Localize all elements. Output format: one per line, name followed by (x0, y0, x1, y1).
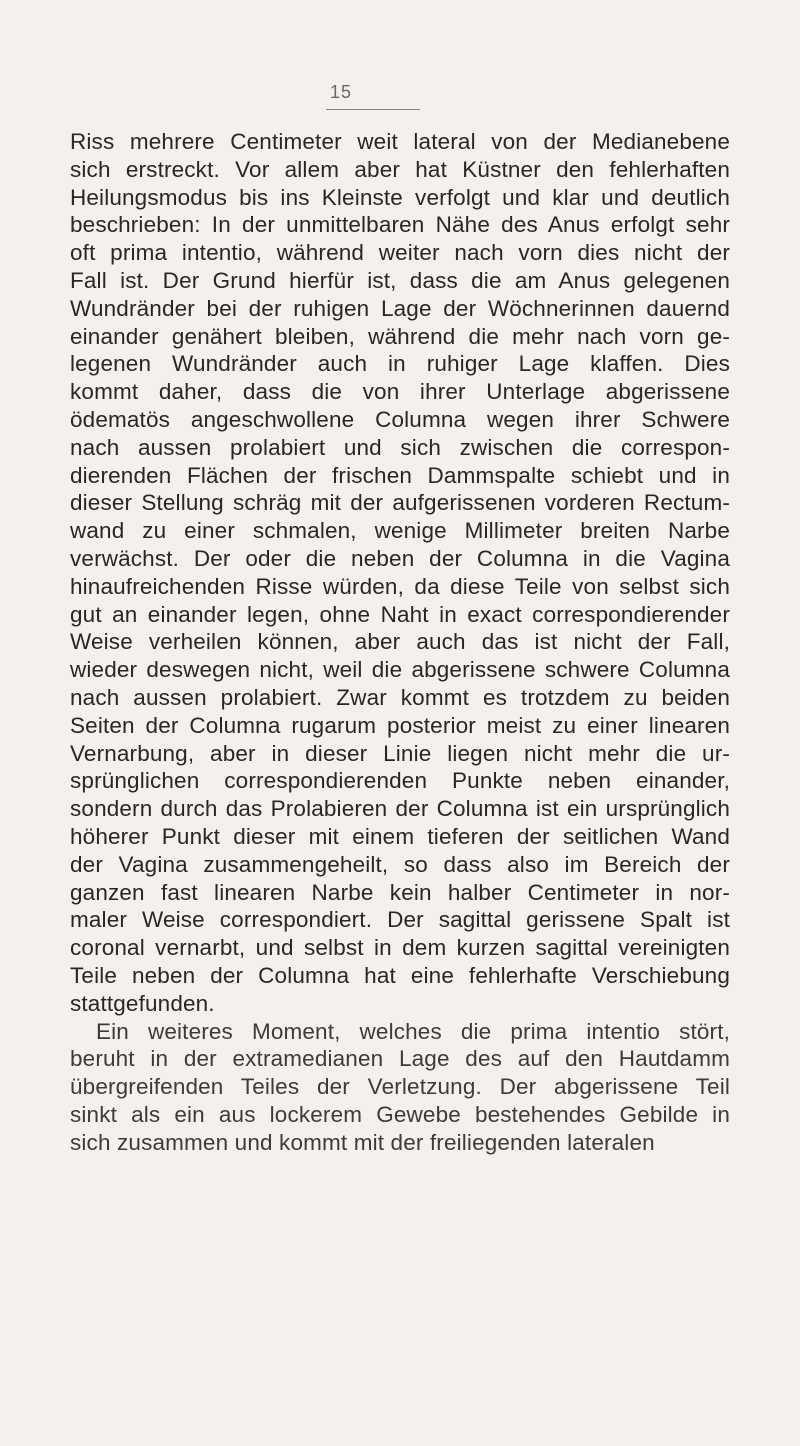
text-line: wieder deswegen nicht, weil die abgerissene schwere Columna (70, 657, 730, 683)
text-line: höherer Punkt dieser mit einem tieferen der seitlichen Wand (70, 823, 730, 849)
text-line: oft prima intentio, während weiter nach vorn dies nicht der (70, 240, 730, 266)
text-line: Fall ist. Der Grund hierfür ist, dass die am Anus gelegenen (70, 267, 730, 293)
text-line: nach aussen prolabiert und sich zwischen die correspon- (70, 434, 730, 460)
text-line: sondern durch das Prolabieren der Columna ist ein ursprünglich (70, 796, 730, 822)
text-line: Wundränder bei der ruhigen Lage der Wöchnerinnen dauernd (70, 295, 730, 321)
text-line: maler Weise correspondiert. Der sagittal gerissene Spalt ist (70, 907, 730, 933)
body-text (70, 128, 730, 1156)
text-line: sprünglichen correspondierenden Punkte neben einander, (70, 768, 730, 794)
text-line: übergreifenden Teiles der Verletzung. Der abgerissene Teil (70, 1074, 730, 1100)
text-line: beschrieben: In der unmittelbaren Nähe des Anus erfolgt sehr (70, 212, 730, 238)
text-line: wand zu einer schmalen, wenige Millimeter breiten Narbe (70, 518, 730, 544)
text-line: Weise verheilen können, aber auch das ist nicht der Fall, (70, 629, 730, 655)
page-number: 15 (326, 82, 420, 110)
text-line: legenen Wundränder auch in ruhiger Lage klaffen. Dies (70, 351, 730, 377)
text-line: Riss mehrere Centimeter weit lateral von der Medianebene (70, 129, 730, 154)
text-line: dierenden Flächen der frischen Dammspalte schiebt und in (70, 462, 730, 488)
text-line: sich erstreckt. Vor allem aber hat Küstner den fehlerhaften (70, 156, 730, 182)
text-line: dieser Stellung schräg mit der aufgerissenen vorderen Rectum- (70, 490, 730, 516)
text-line: ödematös angeschwollene Columna wegen ihrer Schwere (70, 406, 730, 432)
text-line: sich zusammen und kommt mit der freiliegenden lateralen (70, 1129, 655, 1155)
text-line: Heilungsmodus bis ins Kleinste verfolgt und klar und deutlich (70, 184, 730, 210)
text-line: kommt daher, dass die von ihrer Unterlage abgerissene (70, 379, 730, 405)
text-line: coronal vernarbt, und selbst in dem kurzen sagittal vereinigten (70, 935, 730, 961)
text-line: stattgefunden. (70, 990, 215, 1016)
paragraph-start-line: Ein weiteres Moment, welches die prima intentio stört, (96, 1018, 730, 1044)
text-line: gut an einander legen, ohne Naht in exact correspondierender (70, 601, 730, 627)
text-line: Vernarbung, aber in dieser Linie liegen nicht mehr die ur- (70, 740, 730, 766)
text-line: der Vagina zusammengeheilt, so dass also im Bereich der (70, 851, 730, 877)
text-line: beruht in der extramedianen Lage des auf den Hautdamm (70, 1046, 730, 1072)
text-line: Seiten der Columna rugarum posterior meist zu einer linearen (70, 712, 730, 738)
text-line: einander genähert bleiben, während die mehr nach vorn ge- (70, 323, 730, 349)
text-line: Teile neben der Columna hat eine fehlerhafte Verschiebung (70, 962, 730, 988)
text-line: hinaufreichenden Risse würden, da diese Teile von selbst sich (70, 573, 730, 599)
text-line: verwächst. Der oder die neben der Columna in die Vagina (70, 545, 730, 571)
text-line: nach aussen prolabiert. Zwar kommt es trotzdem zu beiden (70, 684, 730, 710)
text-line: ganzen fast linearen Narbe kein halber Centimeter in nor- (70, 879, 730, 905)
text-line: sinkt als ein aus lockerem Gewebe bestehendes Gebilde in (70, 1101, 730, 1127)
